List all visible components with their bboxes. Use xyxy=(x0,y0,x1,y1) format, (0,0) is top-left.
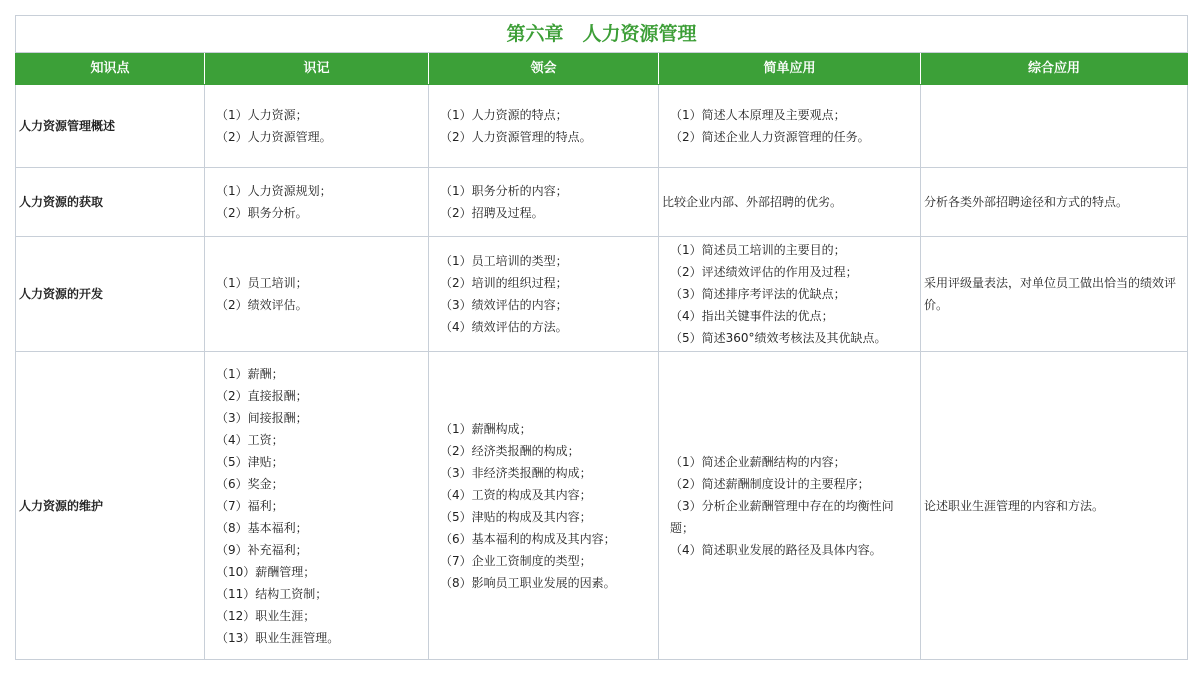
table-row xyxy=(16,168,1188,237)
list-item: （1）薪酬； xyxy=(216,366,284,381)
list-item: （2）招聘及过程。 xyxy=(440,206,544,220)
topic-cell: 人力资源的获取 xyxy=(16,168,205,237)
list-item: （1）职务分析的内容； xyxy=(440,184,568,198)
jiandan-cell xyxy=(659,352,921,660)
list-item: （2）经济类报酬的构成； xyxy=(440,443,580,458)
header-row xyxy=(16,53,1188,85)
list-item: （4）简述职业发展的路径及具体内容。 xyxy=(670,542,882,557)
list-item: （4）工资的构成及其内容； xyxy=(440,487,592,502)
topic-cell: 人力资源的维护 xyxy=(16,352,205,660)
jiandan-cell: 比较企业内部、外部招聘的优劣。 xyxy=(659,168,921,237)
list-item: （4）工资； xyxy=(216,432,284,447)
list-item: （4）绩效评估的方法。 xyxy=(440,320,568,334)
header-zonghe: 综合应用 xyxy=(921,53,1188,85)
header-shiji: 识记 xyxy=(205,53,429,85)
zonghe-cell: 论述职业生涯管理的内容和方法。 xyxy=(921,352,1188,660)
list-item: （1）员工培训的类型； xyxy=(440,254,568,268)
list-item: （8）影响员工职业发展的因素。 xyxy=(440,575,616,590)
list-item: （2）简述企业人力资源管理的任务。 xyxy=(670,130,870,144)
list-item: （3）绩效评估的内容； xyxy=(440,298,568,312)
linghui-cell xyxy=(429,237,659,352)
list-item: （2）培训的组织过程； xyxy=(440,276,568,290)
shiji-cell xyxy=(205,352,429,660)
list-item: （1）简述人本原理及主要观点； xyxy=(670,108,846,122)
shiji-cell xyxy=(205,237,429,352)
list-item: （5）津贴的构成及其内容； xyxy=(440,509,592,524)
jiandan-cell xyxy=(659,85,921,168)
linghui-cell xyxy=(429,352,659,660)
header-linghui: 领会 xyxy=(429,53,659,85)
topic-cell: 人力资源的开发 xyxy=(16,237,205,352)
list-item: （3）非经济类报酬的构成； xyxy=(440,465,592,480)
chapter-title: 第六章 人力资源管理 xyxy=(16,16,1188,53)
list-item: （4）指出关键事件法的优点； xyxy=(670,309,834,323)
knowledge-table xyxy=(15,15,1188,660)
list-item: （2）评述绩效评估的作用及过程； xyxy=(670,265,858,279)
list-item: （1）简述员工培训的主要目的； xyxy=(670,243,846,257)
table-row xyxy=(16,85,1188,168)
list-item: （2）人力资源管理。 xyxy=(216,130,332,144)
list-item: （5）津贴； xyxy=(216,454,284,469)
table-row xyxy=(16,352,1188,660)
header-jiandan: 简单应用 xyxy=(659,53,921,85)
linghui-cell xyxy=(429,85,659,168)
list-item: （3）分析企业薪酬管理中存在的均衡性问题； xyxy=(670,498,894,535)
list-item: （1）薪酬构成； xyxy=(440,421,532,436)
list-item: （3）简述排序考评法的优缺点； xyxy=(670,287,846,301)
linghui-cell xyxy=(429,168,659,237)
zonghe-cell xyxy=(921,85,1188,168)
list-item: （11）结构工资制； xyxy=(216,586,328,601)
zonghe-cell: 分析各类外部招聘途径和方式的特点。 xyxy=(921,168,1188,237)
list-item: （5）简述360°绩效考核法及其优缺点。 xyxy=(670,331,887,345)
list-item: （6）奖金； xyxy=(216,476,284,491)
list-item: （10）薪酬管理； xyxy=(216,564,316,579)
list-item: （13）职业生涯管理。 xyxy=(216,630,340,645)
shiji-cell xyxy=(205,168,429,237)
list-item: （1）人力资源； xyxy=(216,108,308,122)
topic-cell: 人力资源管理概述 xyxy=(16,85,205,168)
jiandan-cell xyxy=(659,237,921,352)
list-item: （1）人力资源规划； xyxy=(216,184,332,198)
table-row xyxy=(16,237,1188,352)
list-item: （7）福利； xyxy=(216,498,284,513)
list-item: （6）基本福利的构成及其内容； xyxy=(440,531,616,546)
list-item: （2）职务分析。 xyxy=(216,206,308,220)
list-item: （9）补充福利； xyxy=(216,542,308,557)
list-item: （2）绩效评估。 xyxy=(216,298,308,312)
list-item: （3）间接报酬； xyxy=(216,410,308,425)
shiji-cell xyxy=(205,85,429,168)
zonghe-cell: 采用评级量表法，对单位员工做出恰当的绩效评价。 xyxy=(921,237,1188,352)
list-item: （1）简述企业薪酬结构的内容； xyxy=(670,454,846,469)
list-item: （1）员工培训； xyxy=(216,276,308,290)
list-item: （2）直接报酬； xyxy=(216,388,308,403)
list-item: （2）简述薪酬制度设计的主要程序； xyxy=(670,476,870,491)
list-item: （12）职业生涯； xyxy=(216,608,316,623)
list-item: （1）人力资源的特点； xyxy=(440,108,568,122)
list-item: （2）人力资源管理的特点。 xyxy=(440,130,592,144)
header-topic: 知识点 xyxy=(16,53,205,85)
list-item: （8）基本福利； xyxy=(216,520,308,535)
list-item: （7）企业工资制度的类型； xyxy=(440,553,592,568)
